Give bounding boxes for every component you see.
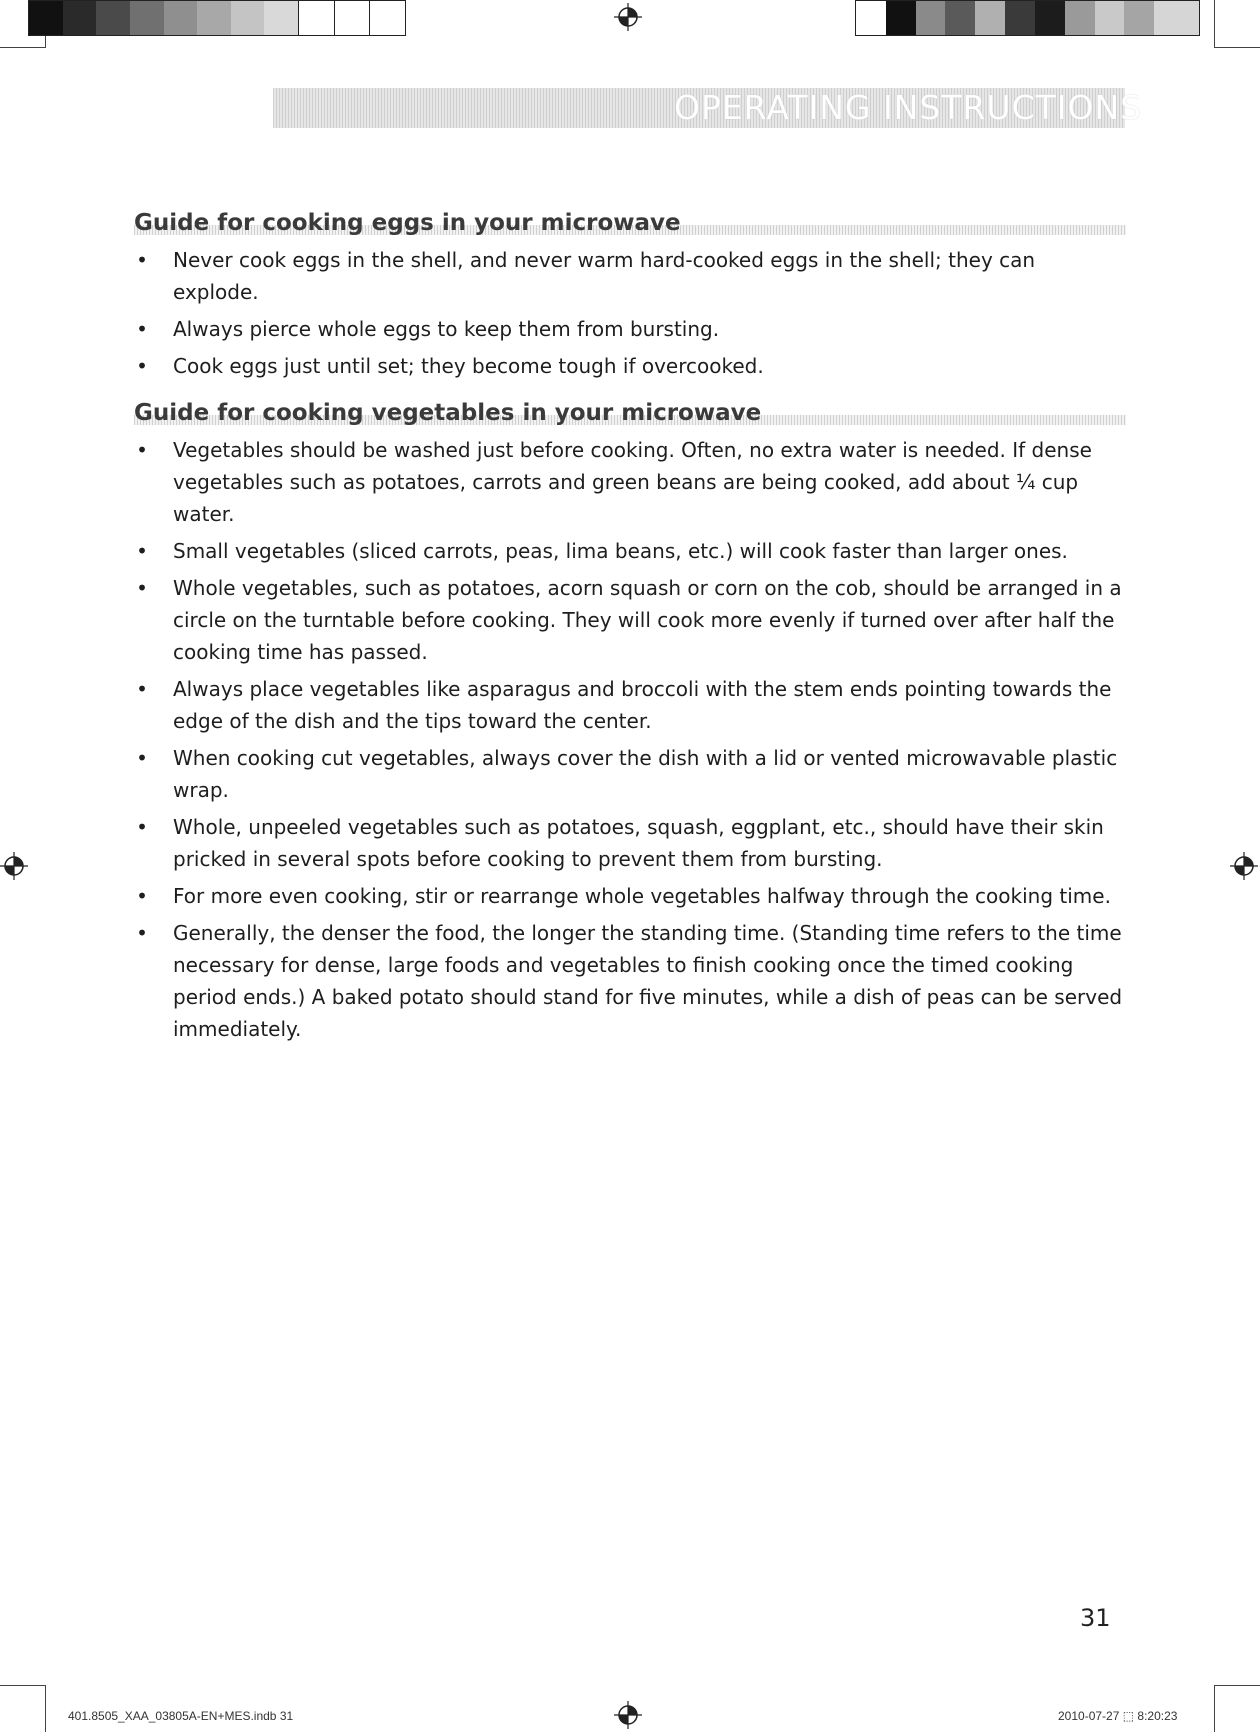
crop-mark	[0, 1685, 45, 1686]
registration-mark-icon	[1230, 852, 1258, 880]
crop-mark	[1214, 47, 1260, 48]
registration-mark-icon	[614, 1701, 642, 1729]
crop-mark	[45, 1685, 46, 1732]
footer-timestamp: 2010-07-27 ⬚ 8:20:23	[1058, 1709, 1178, 1723]
footer-file-name: 401.8505_XAA_03805A-EN+MES.indb 31	[68, 1709, 294, 1723]
list-item: • Small vegetables (sliced carrots, peas, lima beans, etc.) will cook faster than larger ones.	[136, 539, 1068, 563]
list-item: • Vegetables should be washed just before cooking. Often, no extra water is needed. If dense vegetables such as potatoes, carrots and green beans are being cooked, add about ¼ cup water.	[136, 438, 1092, 526]
list-item: • Generally, the denser the food, the longer the standing time. (Standing time refers to the time necessary for dense, large foods and vegetables to finish cooking once the timed cooking period ends.) A baked potato should stand for five minutes, while a dish of peas can be served immediately.	[136, 921, 1123, 1041]
list-item: • Cook eggs just until set; they become tough if overcooked.	[136, 354, 764, 378]
list-item: • Whole vegetables, such as potatoes, acorn squash or corn on the cob, should be arranged in a circle on the turntable before cooking. They will cook more evenly if turned over after half the cooking time has passed.	[136, 576, 1122, 664]
crop-mark	[1214, 1685, 1215, 1732]
registration-mark-icon	[614, 3, 642, 31]
registration-mark-icon	[0, 852, 28, 880]
crop-mark	[1214, 1685, 1260, 1686]
vegetables-bullet-list	[134, 434, 1126, 1050]
list-item: • Whole, unpeeled vegetables such as potatoes, squash, eggplant, etc., should have their skin pricked in several spots before cooking to prevent them from bursting.	[136, 815, 1104, 871]
crop-mark	[0, 47, 45, 48]
color-bar-right	[855, 0, 1200, 36]
section-heading-text: Guide for cooking vegetables in your microwave	[134, 400, 762, 426]
crop-mark	[1214, 0, 1215, 48]
list-item: • When cooking cut vegetables, always cover the dish with a lid or vented microwavable plastic wrap.	[136, 746, 1118, 802]
list-item: • Always place vegetables like asparagus and broccoli with the stem ends pointing towards the edge of the dish and the tips toward the center.	[136, 677, 1112, 733]
section-heading-vegetables	[134, 398, 1126, 428]
list-item: • Never cook eggs in the shell, and never warm hard-cooked eggs in the shell; they can explode.	[136, 248, 1036, 304]
list-item: • For more even cooking, stir or rearrange whole vegetables halfway through the cooking time.	[136, 884, 1111, 908]
page-title: OPERATING INSTRUCTIONS	[674, 88, 1143, 127]
section-heading-eggs	[134, 208, 1126, 238]
eggs-bullet-list	[134, 244, 1126, 387]
color-bar-left	[28, 0, 406, 36]
list-item: • Always pierce whole eggs to keep them from bursting.	[136, 317, 720, 341]
page-number: 31	[1080, 1604, 1111, 1632]
section-heading-text: Guide for cooking eggs in your microwave	[134, 210, 681, 236]
